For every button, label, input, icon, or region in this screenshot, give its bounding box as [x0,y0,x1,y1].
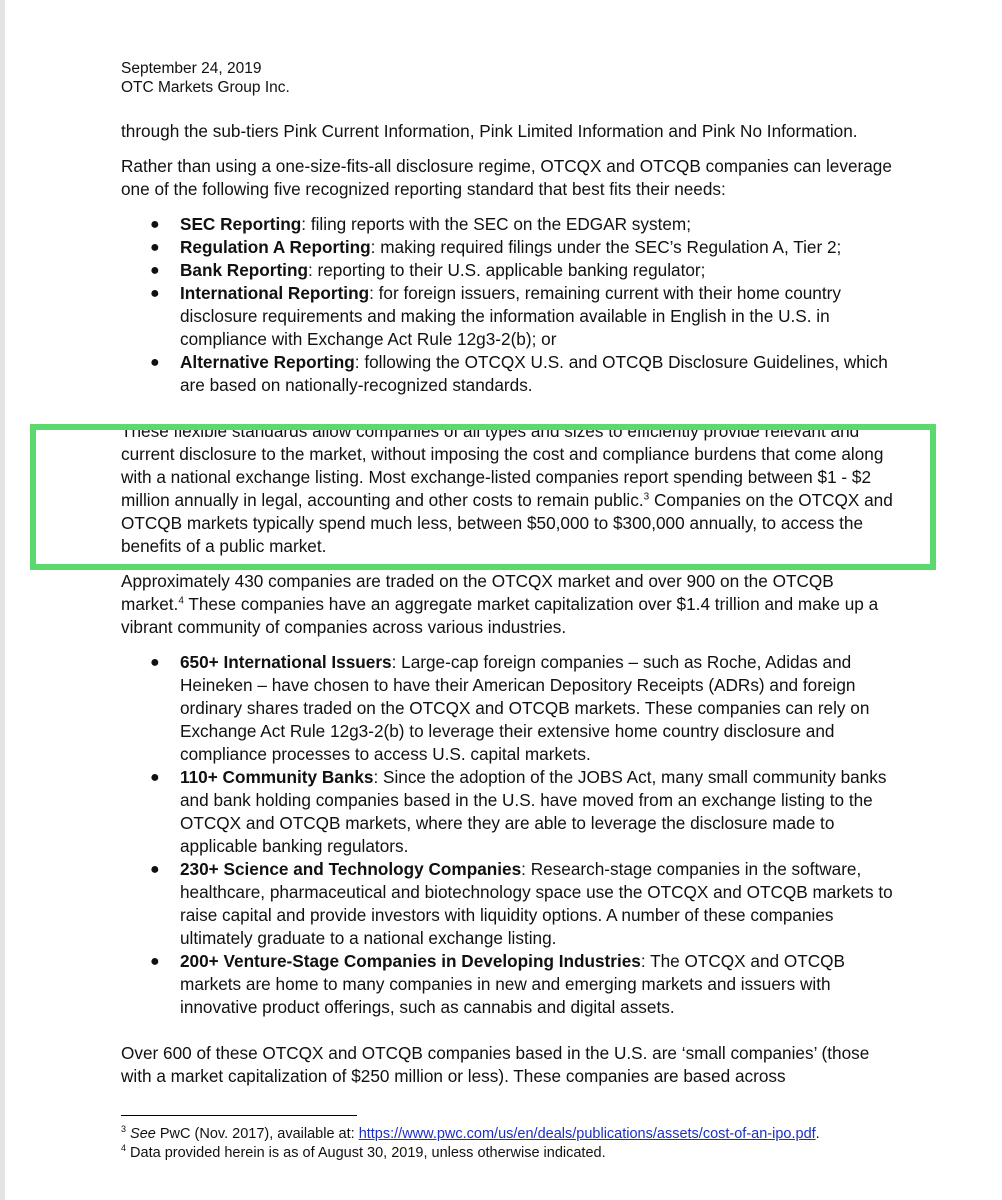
footnotes [121,1125,901,1163]
bullet-icon: ● [150,769,160,786]
list-item-term: 110+ Community Banks [180,767,374,787]
list-item-text: : filing reports with the SEC on the EDGAR system; [301,214,692,234]
page-edge-shadow [0,0,5,1200]
paragraph-sub-tiers: through the sub-tiers Pink Current Information, Pink Limited Information and Pink No Information. [121,121,858,141]
list-item-text: : Research-stage companies in the software, healthcare, pharmaceutical and biotechnology space use the OTCQX and OTCQB markets to raise capital and provide investors with liquidity options. A number of these companies ultimately graduate to a national exchange listing. [180,859,893,948]
paragraph-text: These companies have an aggregate market capitalization over $1.4 trillion and make up a vibrant community of companies across various industries. [121,594,879,637]
list-item [121,236,901,259]
bullet-icon: ● [150,285,160,302]
paragraph-text: Approximately 430 companies are traded on the OTCQX market and over 900 on the OTCQB market. [121,571,834,614]
bullet-icon: ● [150,354,160,371]
footnote-divider [121,1115,357,1116]
list-item-term: 650+ International Issuers [180,652,392,672]
list-item [121,651,901,766]
bullet-icon: ● [150,953,160,970]
footnote-4 [121,1144,901,1163]
bullet-icon: ● [150,861,160,878]
list-item-text: : following the OTCQX U.S. and OTCQB Disclosure Guidelines, which are based on nationally-recognized standards. [180,352,888,395]
list-item [121,766,901,858]
bullet-icon: ● [150,262,160,279]
footnote-signal: See [130,1126,156,1142]
letter-header [121,59,901,97]
list-item-term: Regulation A Reporting [180,237,371,257]
paragraph-companies-count [121,570,901,639]
list-item-term: 230+ Science and Technology Companies [180,859,522,879]
list-item [121,259,901,282]
list-item [121,950,901,1019]
paragraph-flexible-standards [121,420,901,558]
header-company: OTC Markets Group Inc. [121,79,290,96]
list-item [121,858,901,950]
list-item-term: International Reporting [180,283,370,303]
list-item-term: Alternative Reporting [180,352,355,372]
list-item-text: : for foreign issuers, remaining current with their home country disclosure requirements and making the information available in English in the U.S. in compliance with Exchange Act Rule 12g3-2(b); or [180,283,841,349]
footnote-text: . [815,1126,820,1142]
bullet-icon: ● [150,239,160,256]
list-item [121,213,901,236]
document-page [121,59,901,1088]
header-date: September 24, 2019 [121,60,262,77]
paragraph-text: Companies on the OTCQX and OTCQB markets typically spend much less, between $50,000 to $300,000 annually, to access the benefits of a public market. [121,490,893,556]
footnote-ref-3[interactable]: 3 [643,491,650,503]
reporting-standards-list [121,213,901,397]
list-item-text: : making required filings under the SEC’s Regulation A, Tier 2; [370,237,842,257]
list-item-text: : The OTCQX and OTCQB markets are home to many companies in new and emerging markets and issuers with innovative product offerings, such as cannabis and digital assets. [180,951,845,1017]
paragraph-small-companies: Over 600 of these OTCQX and OTCQB companies based in the U.S. are ‘small companies’ (those with a market capitalization of $250 million or less). These companies are based across [121,1043,870,1086]
footnote-ref-4[interactable]: 4 [178,595,184,607]
list-item-text: : Large-cap foreign companies – such as Roche, Adidas and Heineken – have chosen to have their American Depository Receipts (ADRs) and foreign ordinary shares traded on the OTCQX and OTCQB markets. These companies can rely on Exchange Act Rule 12g3-2(b) to leverage their extensive home country disclosure and compliance processes to access U.S. capital markets. [180,652,870,764]
company-groups-list [121,651,901,1019]
pwc-ipo-link[interactable]: https://www.pwc.com/us/en/deals/publications/assets/cost-of-an-ipo.pdf [358,1126,816,1142]
list-item-term: SEC Reporting [180,214,302,234]
list-item-term: Bank Reporting [180,260,308,280]
list-item-text: : Since the adoption of the JOBS Act, many small community banks and bank holding companies based in the U.S. have moved from an exchange listing to the OTCQX and OTCQB markets, where they are able to leverage the disclosure made to applicable banking regulators. [180,767,887,856]
footnote-text: PwC (Nov. 2017), available at: [155,1126,359,1142]
footnote-3 [121,1125,901,1144]
paragraph-reporting-intro: Rather than using a one-size-fits-all disclosure regime, OTCQX and OTCQB companies can leverage one of the following five recognized reporting standard that best fits their needs: [121,156,892,199]
bullet-icon: ● [150,216,160,233]
footnote-number: 3 [121,1124,127,1135]
list-item [121,351,901,397]
bullet-icon: ● [150,654,160,671]
list-item-text: : reporting to their U.S. applicable banking regulator; [307,260,706,280]
footnote-text: Data provided herein is as of August 30, 2019, unless otherwise indicated. [126,1145,606,1161]
list-item [121,282,901,351]
paragraph-text: These flexible standards allow companies of all types and sizes to efficiently provide relevant and current disclosure to the market, without imposing the cost and compliance burdens that come along with a national exchange listing. Most exchange-listed companies report spending between $1 - $2 million annually in legal, accounting and other costs to remain public. [121,421,884,510]
list-item-term: 200+ Venture-Stage Companies in Developing Industries [180,951,641,971]
footnote-number: 4 [121,1143,127,1154]
